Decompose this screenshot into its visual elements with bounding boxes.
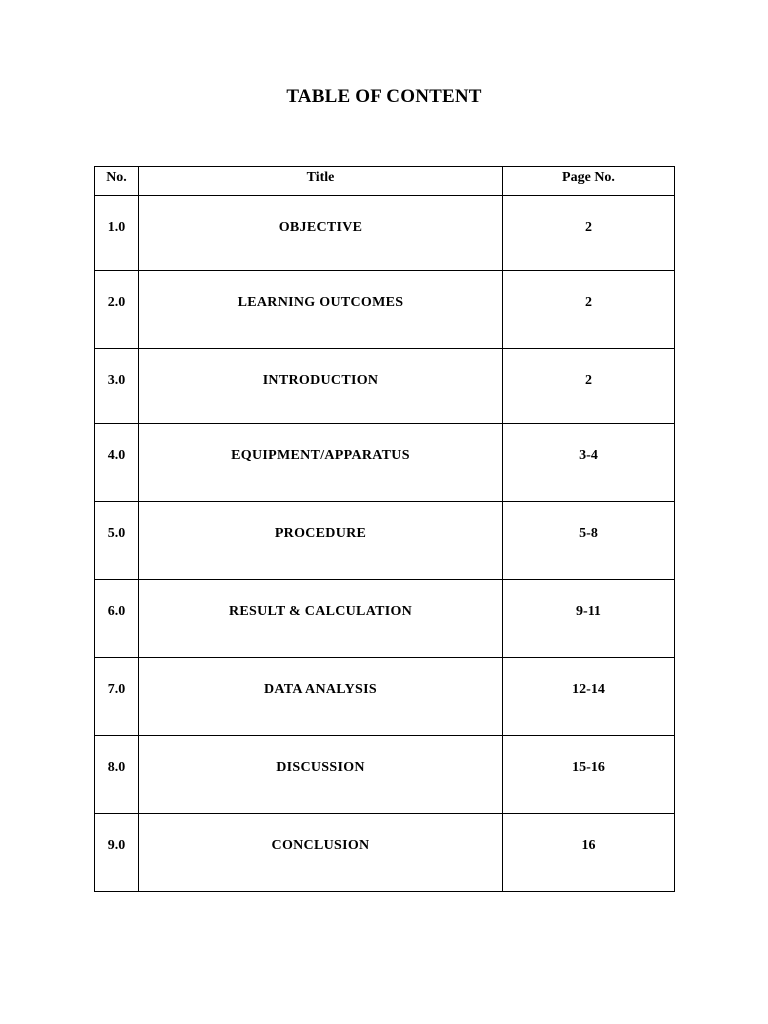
row-page: 9-11 [503,580,675,658]
row-title: EQUIPMENT/APPARATUS [139,424,503,502]
table-row [95,424,675,502]
row-number: 5.0 [95,502,139,580]
row-page: 16 [503,814,675,892]
table-row [95,271,675,349]
row-title: OBJECTIVE [139,196,503,271]
row-page: 5-8 [503,502,675,580]
table-row [95,736,675,814]
row-title: DISCUSSION [139,736,503,814]
toc-header [95,167,675,196]
row-number: 1.0 [95,196,139,271]
toc-body [95,196,675,892]
row-number: 4.0 [95,424,139,502]
table-row [95,580,675,658]
row-page: 3-4 [503,424,675,502]
row-title: RESULT & CALCULATION [139,580,503,658]
column-header-page: Page No. [503,167,675,196]
row-page: 2 [503,271,675,349]
row-number: 2.0 [95,271,139,349]
row-title: CONCLUSION [139,814,503,892]
row-page: 15-16 [503,736,675,814]
row-number: 7.0 [95,658,139,736]
row-title: PROCEDURE [139,502,503,580]
row-title: INTRODUCTION [139,349,503,424]
table-row [95,658,675,736]
table-row [95,502,675,580]
row-number: 8.0 [95,736,139,814]
row-number: 9.0 [95,814,139,892]
toc-table [94,166,675,892]
row-number: 3.0 [95,349,139,424]
toc-header-row [95,167,675,196]
row-page: 12-14 [503,658,675,736]
column-header-title: Title [139,167,503,196]
row-page: 2 [503,349,675,424]
column-header-no: No. [95,167,139,196]
table-row [95,196,675,271]
row-page: 2 [503,196,675,271]
table-row [95,814,675,892]
row-title: LEARNING OUTCOMES [139,271,503,349]
row-number: 6.0 [95,580,139,658]
table-row [95,349,675,424]
page-title: TABLE OF CONTENT [286,86,482,107]
row-title: DATA ANALYSIS [139,658,503,736]
